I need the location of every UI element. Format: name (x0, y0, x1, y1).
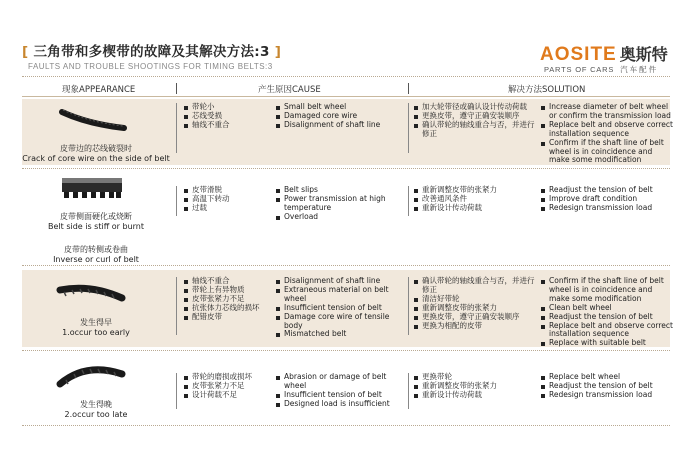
column-separator (408, 186, 409, 216)
list-item: Improve draft condition (541, 195, 675, 204)
list-item: Confirm if the shaft line of belt wheel is in coincidence and make some modification (541, 277, 675, 304)
list-item: 皮带张紧力不足 (184, 295, 276, 304)
list-item: 带轮上有异物质 (184, 286, 276, 295)
title-bracket-left: [ (22, 44, 29, 60)
row3-caption (22, 245, 170, 265)
row4-caption (22, 318, 170, 338)
list-item: 皮带滑脱 (184, 186, 272, 195)
row4-caption-cn: 发生得早 (80, 318, 112, 327)
list-item: 抗张体力芯线的损坏 (184, 304, 276, 313)
list-item: Readjust the tension of belt (541, 186, 675, 195)
list-item: 轴线不重合 (184, 121, 272, 130)
list-item: Disalignment of shaft line (276, 277, 404, 286)
list-item: 配错皮带 (184, 313, 276, 322)
belt-crack-image (58, 104, 128, 138)
row5-solution-en-list (541, 373, 675, 400)
list-item: Power transmission at high temperature (276, 195, 404, 213)
list-item: 重新调整皮带的张紧力 (414, 304, 540, 313)
brand-logo (540, 42, 668, 66)
row5-caption (22, 400, 170, 420)
list-item: 轴线不重合 (184, 277, 276, 286)
header-divider (22, 76, 670, 77)
row1-caption-en: Crack of core wire on the side of belt (22, 154, 170, 163)
row3-caption-cn: 皮带的转侧或卷曲 (64, 245, 128, 254)
list-item: 皮带张紧力不足 (184, 382, 276, 391)
row1-caption-cn: 皮带边的芯线破裂时 (60, 144, 132, 153)
list-item: 设计荷载不足 (184, 391, 276, 400)
brand-tagline-en: PARTS OF CARS (544, 65, 615, 74)
list-item: Increase diameter of belt wheel or confirm the transmission load (541, 103, 675, 121)
row2-solution-en-list (541, 186, 675, 213)
column-header-cause: 产生原因CAUSE (258, 85, 321, 95)
list-item: Readjust the tension of belt (541, 313, 675, 322)
row-divider (22, 350, 670, 351)
list-item: 过载 (184, 204, 272, 213)
list-item: Readjust the tension of belt (541, 382, 675, 391)
row1-solution-en-list (541, 103, 675, 165)
list-item: 清洁好带轮 (414, 295, 540, 304)
row2-cause-cn-list (184, 186, 272, 213)
column-separator (176, 277, 177, 335)
list-item: Mismatched belt (276, 330, 404, 339)
column-separator (408, 103, 409, 153)
row5-caption-cn: 发生得晚 (80, 400, 112, 409)
list-item: Abrasion or damage of belt wheel (276, 373, 404, 391)
brand-name: AOSITE (540, 44, 617, 65)
list-item: 重新设计传动荷载 (414, 204, 538, 213)
list-item: 芯线受损 (184, 112, 272, 121)
list-item: 确认带轮的轴线重合与否，并进行修正 (414, 277, 540, 295)
row3-caption-en: Inverse or curl of belt (53, 255, 139, 264)
list-item: Overload (276, 213, 404, 222)
list-item: Replace belt and observe correct installation sequence (541, 322, 675, 340)
list-item: 重新调整皮带的张紧力 (414, 186, 538, 195)
list-item: Replace with suitable belt (541, 339, 675, 348)
list-item: 带轮小 (184, 103, 272, 112)
column-separator (408, 373, 409, 409)
row4-solution-en-list (541, 277, 675, 348)
title-bracket-right: ] (274, 44, 282, 60)
list-item: Extraneous material on belt wheel (276, 286, 404, 304)
column-header-divider (22, 96, 670, 97)
list-item: Disalignment of shaft line (276, 121, 404, 130)
row4-cause-en-list (276, 277, 404, 339)
list-item: 高温下转动 (184, 195, 272, 204)
page-title (22, 40, 281, 60)
list-item: Clean belt wheel (541, 304, 675, 313)
row2-caption-en: Belt side is stiff or burnt (48, 222, 144, 231)
brand-name-cn: 奥斯特 (619, 45, 668, 64)
list-item: Confirm if the shaft line of belt wheel is in coincidence and make some modification (541, 139, 675, 166)
row4-cause-cn-list (184, 277, 276, 322)
list-item: Small belt wheel (276, 103, 404, 112)
row2-caption-cn: 皮带侧面硬化或烧断 (60, 212, 132, 221)
list-item: Damaged core wire (276, 112, 404, 121)
list-item: 重新调整皮带的张紧力 (414, 382, 538, 391)
column-header-appearance: 现象APPEARANCE (62, 85, 136, 95)
row1-solution-cn-list (414, 103, 538, 139)
row4-solution-cn-list (414, 277, 540, 330)
list-item: 更换为相配的皮带 (414, 322, 540, 331)
row5-solution-cn-list (414, 373, 538, 400)
list-item: 重新设计传动荷载 (414, 391, 538, 400)
row5-cause-cn-list (184, 373, 276, 400)
list-item: 确认带轮的轴线重合与否，并进行修正 (414, 121, 538, 139)
column-separator (408, 277, 409, 335)
list-item: Replace belt wheel (541, 373, 675, 382)
list-item: 加大轮带径或确认设计传动荷载 (414, 103, 538, 112)
belt-curl-early-image (56, 280, 126, 316)
row2-solution-cn-list (414, 186, 538, 213)
list-item: 更换带轮 (414, 373, 538, 382)
row5-cause-en-list (276, 373, 404, 409)
belt-stiff-image (60, 174, 124, 212)
list-item: Insufficient tension of belt (276, 304, 404, 313)
brand-tagline-cn: 汽车配件 (620, 65, 659, 74)
list-item: 带轮的磨损或损坏 (184, 373, 276, 382)
row2-cause-en-list (276, 186, 404, 222)
column-separator (408, 83, 409, 94)
row-divider (22, 168, 670, 169)
row-divider (22, 425, 670, 426)
column-header-solution: 解决方法SOLUTION (508, 85, 586, 95)
belt-curl-late-image (56, 360, 126, 400)
list-item: Damage core wire of tensile body (276, 313, 404, 331)
row1-cause-en-list (276, 103, 404, 130)
column-separator (176, 186, 177, 216)
list-item: 更换皮带，遵守正确安装顺序 (414, 313, 540, 322)
row1-caption (22, 144, 170, 164)
list-item: Insufficient tension of belt (276, 391, 404, 400)
list-item: 改善通风条件 (414, 195, 538, 204)
column-separator (176, 83, 177, 94)
list-item: Designed load is insufficient (276, 400, 404, 409)
list-item: Redesign transmission load (541, 391, 675, 400)
row1-cause-cn-list (184, 103, 272, 130)
list-item: Belt slips (276, 186, 404, 195)
row5-caption-en: 2.occur too late (64, 410, 128, 419)
brand-tagline (544, 64, 658, 75)
list-item: Replace belt and observe correct installation sequence (541, 121, 675, 139)
row2-caption (22, 212, 170, 232)
title-text: 三角带和多楔带的故障及其解决方法:3 (33, 44, 270, 60)
list-item: Redesign transmission load (541, 204, 675, 213)
column-separator (176, 103, 177, 153)
row-divider (22, 265, 670, 266)
list-item: 更换皮带，遵守正确安装顺序 (414, 112, 538, 121)
column-separator (176, 373, 177, 409)
row4-caption-en: 1.occur too early (62, 328, 130, 337)
page-subtitle: FAULTS AND TROUBLE SHOOTINGS FOR TIMING BELTS:3 (28, 62, 273, 71)
